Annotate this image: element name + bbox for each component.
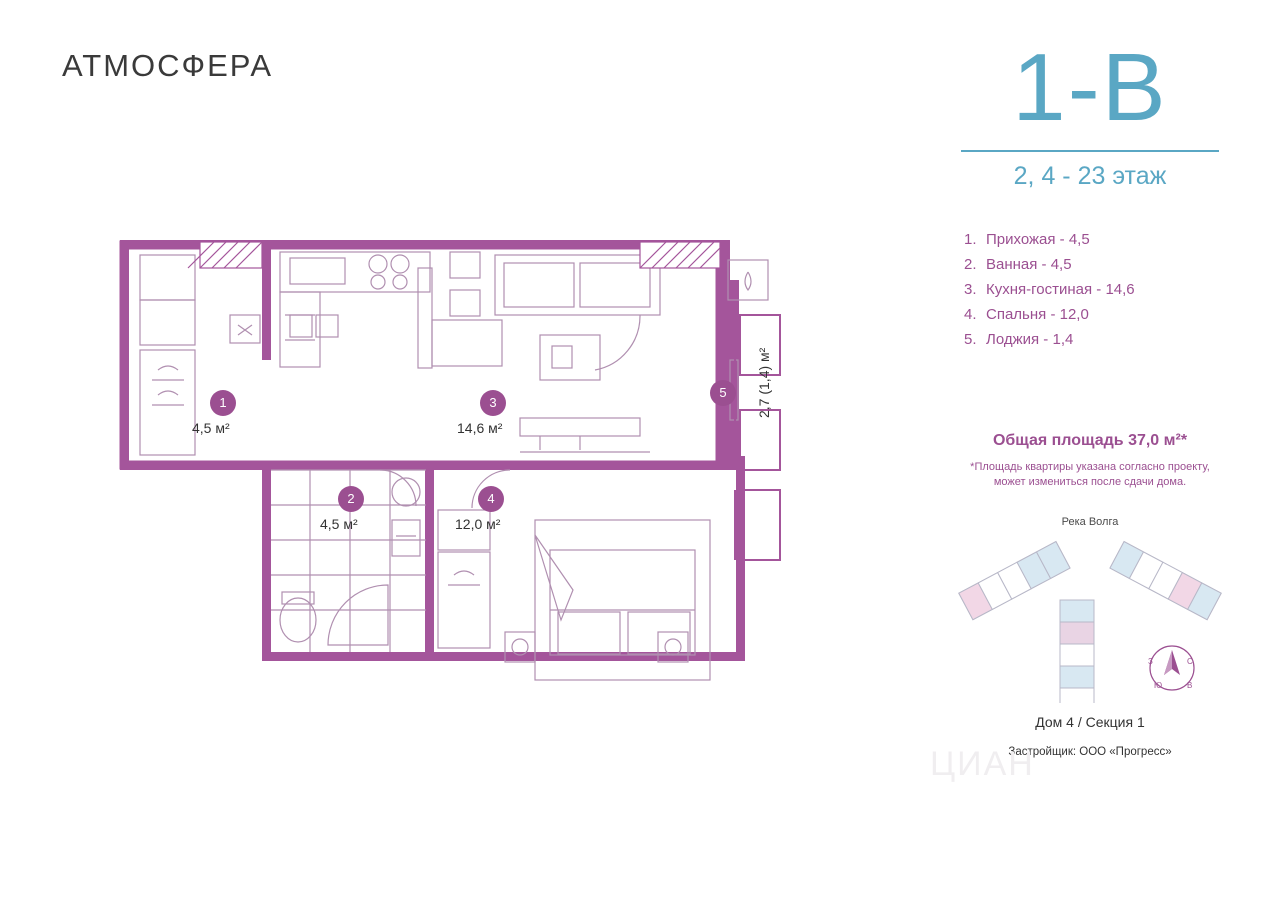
list-item: [964, 327, 1240, 352]
company-logo: АТМОСФЕРА: [62, 48, 274, 83]
room-marker-4: 4: [478, 486, 504, 512]
total-area: Общая площадь 37,0 м²*: [992, 432, 1188, 449]
room-label: Ванная - 4,5: [986, 256, 1072, 273]
room-marker-2: 2: [338, 486, 364, 512]
site-mini-map: [940, 516, 1240, 730]
room-area-2: 4,5 м²: [320, 516, 358, 532]
room-index: 3.: [964, 281, 977, 298]
floor-plan: [80, 220, 900, 690]
list-item: [964, 227, 1240, 252]
svg-text:З: З: [1148, 657, 1153, 666]
room-area-1: 4,5 м²: [192, 420, 230, 436]
room-index: 4.: [964, 306, 977, 323]
svg-text:Ю: Ю: [1154, 681, 1163, 690]
room-index: 5.: [964, 331, 977, 348]
room-area-5: 2,7 (1,4) м²: [756, 347, 772, 418]
house-section-label: Дом 4 / Секция 1: [1035, 714, 1145, 730]
floors-label: 2, 4 - 23 этаж: [1013, 162, 1167, 190]
disclaimer-line-2: может измениться после сдачи дома.: [993, 476, 1187, 488]
room-label: Спальня - 12,0: [986, 306, 1089, 323]
mini-map-drawing: [940, 528, 1240, 703]
room-list: [940, 227, 1240, 352]
room-index: 2.: [964, 256, 977, 273]
title-divider: [961, 150, 1219, 152]
room-index: 1.: [964, 231, 977, 248]
page-title: 1-В: [1012, 34, 1168, 141]
floor-plan-drawing: [80, 220, 900, 690]
room-label: Кухня-гостиная - 14,6: [986, 281, 1135, 298]
room-label: Прихожая - 4,5: [986, 231, 1090, 248]
room-marker-3: 3: [480, 390, 506, 416]
developer-label: Застройщик: ООО «Прогресс»: [1008, 746, 1172, 758]
room-area-4: 12,0 м²: [455, 516, 501, 532]
area-disclaimer: [940, 460, 1240, 490]
room-marker-5: 5: [710, 380, 736, 406]
list-item: [964, 252, 1240, 277]
svg-text:C: C: [1187, 657, 1193, 666]
svg-text:В: В: [1187, 681, 1193, 690]
list-item: [964, 277, 1240, 302]
disclaimer-line-1: *Площадь квартиры указана согласно проекту,: [970, 461, 1210, 473]
compass-icon: [1148, 646, 1194, 690]
river-label: Река Волга: [1061, 516, 1119, 528]
room-area-3: 14,6 м²: [457, 420, 503, 436]
list-item: [964, 302, 1240, 327]
room-label: Лоджия - 1,4: [986, 331, 1074, 348]
watermark: ЦИАН: [930, 745, 1035, 783]
room-marker-1: 1: [210, 390, 236, 416]
info-panel: [940, 34, 1240, 758]
